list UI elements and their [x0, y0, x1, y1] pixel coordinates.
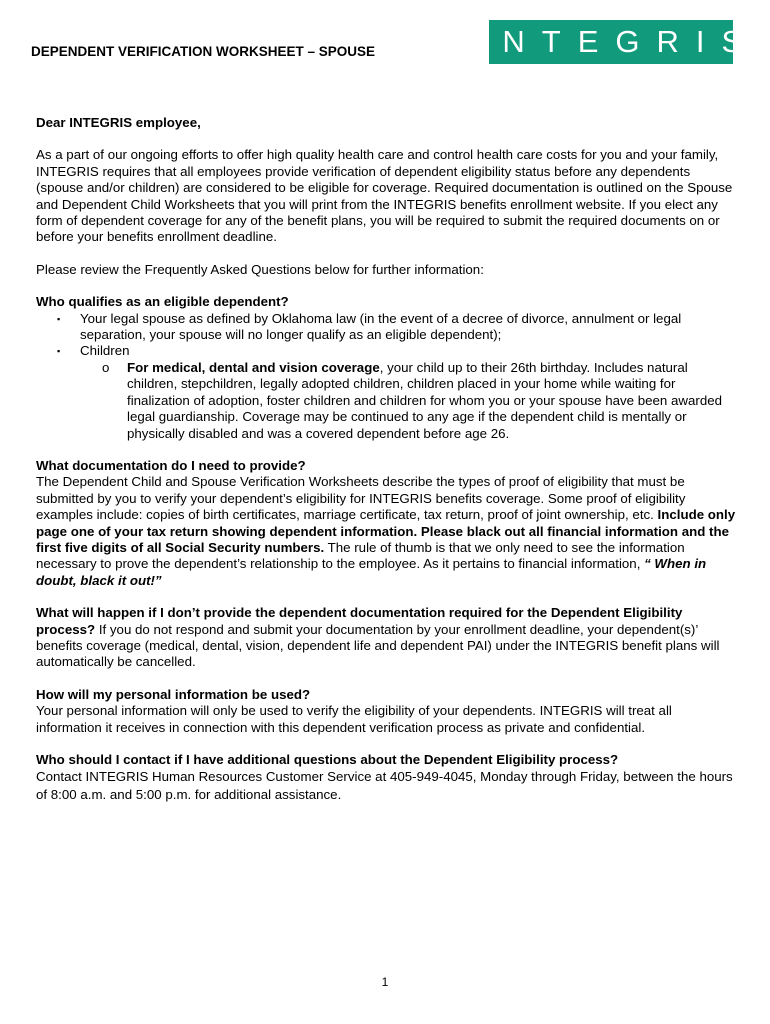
- bullet-circle-icon: o: [102, 359, 110, 375]
- greeting: Dear INTEGRIS employee,: [36, 115, 201, 130]
- faq-personal-info: [36, 687, 736, 736]
- faq-eligible-dependent: [36, 294, 736, 442]
- faq-question: Who should I contact if I have additional questions about the Dependent Eligibility process?: [36, 752, 619, 767]
- faq-documentation: [36, 458, 736, 589]
- list-item: [36, 343, 736, 359]
- review-paragraph: Please review the Frequently Asked Questions below for further information:: [36, 261, 484, 277]
- page-title: DEPENDENT VERIFICATION WORKSHEET – SPOUSE: [31, 44, 376, 59]
- faq-question: How will my personal information be used?: [36, 686, 311, 702]
- list-item-text: Your legal spouse as defined by Oklahoma law (in the event of a decree of divorce, annulment or legal separation, your spouse will no longer qualify as an eligible dependent);: [80, 310, 682, 343]
- bullet-square-icon: ▪: [57, 346, 61, 357]
- faq-question: What documentation do I need to provide?: [36, 457, 306, 473]
- sub-item-bold: For medical, dental and vision coverage: [127, 359, 380, 375]
- faq-answer-text: The rule of thumb is that we only need to see the information necessary to prove the dependent’s relationship to the employee. As it pertains to financial information,: [36, 539, 685, 572]
- faq-answer-text: If you do not respond and submit your documentation by your enrollment deadline, your dependent(s)’ benefits coverage (medical, dental, vision, dependent life and dependent PAI) under the INTEGRIS benefit plans will automatically be cancelled.: [36, 621, 720, 670]
- list-item: [36, 311, 736, 344]
- faq-question: What will happen if I don’t provide the dependent documentation required for the Dependent Eligibility process?: [36, 605, 683, 637]
- faq-answer: [36, 474, 736, 589]
- integris-logo: INTEGRIS: [489, 20, 733, 64]
- sub-item-text: , your child up to their 26th birthday. Includes natural children, stepchildren, legally adopted children, children placed in your home while waiting for finalization of adoption, foster children and children for whom you or your spouse have been awarded legal guardianship. Coverage may be continued to any age if the dependent child is mentally or physically disabled and was a covered dependent before age 26.: [127, 359, 723, 441]
- page-number: 1: [381, 975, 389, 989]
- letter-body: [36, 115, 736, 804]
- faq-answer-text: The Dependent Child and Spouse Verification Worksheets describe the types of proof of eligibility that must be submitted by you to verify your dependent’s eligibility for INTEGRIS benefits coverage. Some proof of eligibility examples include: copies of birth certificates, marriage certificate, tax return, proof of joint ownership, etc.: [36, 474, 686, 523]
- faq-answer-bold: Include only page one of your tax return showing dependent information. Please black out all financial information and the first five digits of all Social Security numbers.: [36, 507, 736, 555]
- sub-list-item-text: [127, 360, 736, 442]
- faq-question: Who qualifies as an eligible dependent?: [36, 294, 289, 310]
- faq-answer: Your personal information will only be used to verify the eligibility of your dependents. INTEGRIS will treat all information it receives in connection with this dependent verification process as private and confidential.: [36, 703, 672, 735]
- faq-answer-quote: “ When in doubt, black it out!”: [36, 556, 707, 588]
- faq-no-documentation: [36, 605, 736, 671]
- bullet-square-icon: ▪: [57, 313, 61, 324]
- sub-list-item: [80, 360, 736, 442]
- list-item-text: Children: [80, 343, 130, 359]
- faq-answer: Contact INTEGRIS Human Resources Customer Service at 405-949-4045, Monday through Friday, between the hours of 8:00 a.m. and 5:00 p.m. for additional assistance.: [36, 769, 733, 803]
- faq-contact: [36, 752, 736, 804]
- intro-paragraph: As a part of our ongoing efforts to offer high quality health care and control health care costs for you and your family, INTEGRIS requires that all employees provide verification of dependent eligibility status before any dependents (spouse and/or children) are considered to be eligible for coverage. Required documentation is outlined on the Spouse and Dependent Child Worksheets that you will print from the INTEGRIS benefits enrollment website. If you elect any form of dependent coverage for any of the benefit plans, you will be required to submit the required documents on or before your benefits enrollment deadline.: [36, 147, 733, 245]
